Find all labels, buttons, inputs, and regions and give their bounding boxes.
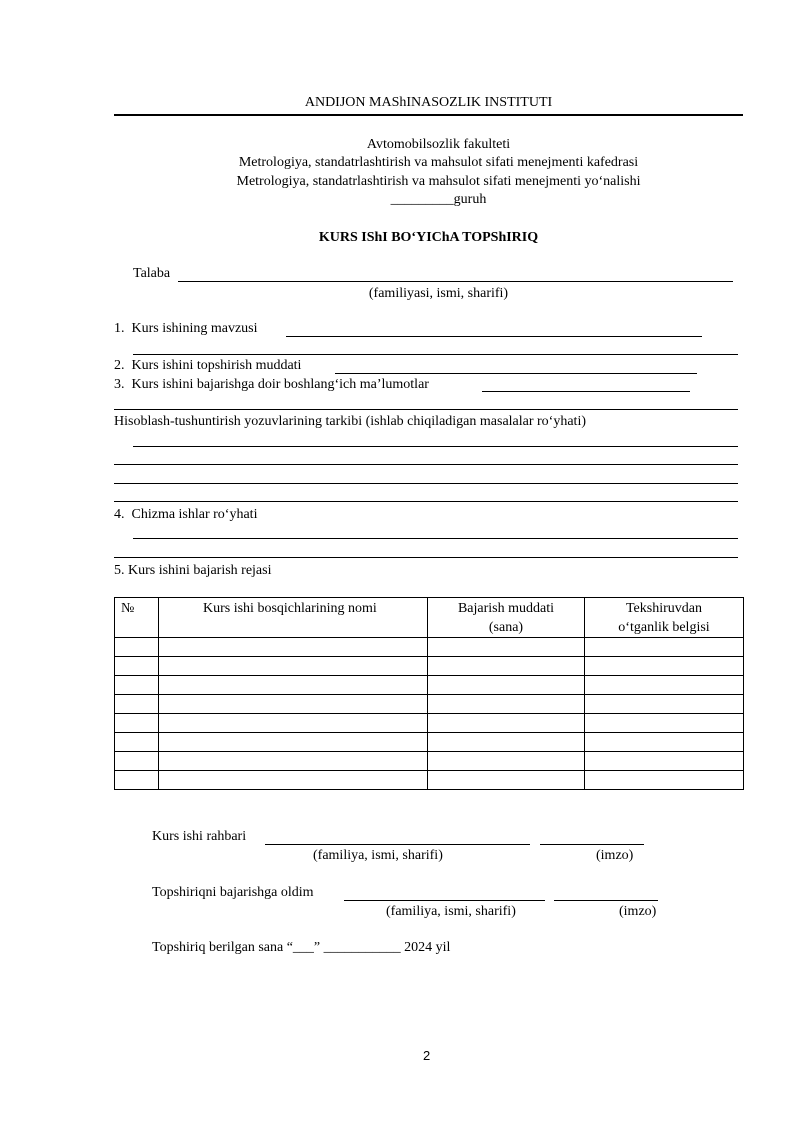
table-cell[interactable] [585,638,744,657]
table-cell[interactable] [159,733,428,752]
table-cell[interactable] [585,714,744,733]
table-cell[interactable] [159,676,428,695]
supervisor-label: Kurs ishi rahbari [152,829,247,844]
table-cell[interactable] [159,752,428,771]
table-cell[interactable] [159,771,428,790]
plan-label: 5. Kurs ishini bajarish rejasi [114,563,272,578]
explanatory-line-3[interactable] [114,483,738,484]
explanatory-line-1[interactable] [133,446,738,447]
drawings-label: 4. Chizma ishlar ro‘yhati [114,507,258,522]
table-cell[interactable] [585,733,744,752]
table-row [115,771,744,790]
explanatory-line-4[interactable] [114,501,738,502]
explanatory-line-2[interactable] [114,464,738,465]
col-check-header: Tekshiruvdan o‘tganlik belgisi [585,598,744,638]
topic-field-2[interactable] [133,354,738,355]
table-cell[interactable] [585,676,744,695]
table-cell[interactable] [115,714,159,733]
topic-label: 1. Kurs ishining mavzusi [114,321,258,336]
student-label: Talaba [133,266,171,281]
drawings-line-1[interactable] [133,538,738,539]
student-field[interactable] [178,281,733,282]
accepted-name-field[interactable] [344,900,545,901]
table-cell[interactable] [428,695,585,714]
table-cell[interactable] [585,657,744,676]
explanatory-label: Hisoblash-tushuntirish yozuvlarining tarkibi (ishlab chiqiladigan masalalar ro‘yhati) [114,414,587,429]
table-row [115,657,744,676]
drawings-line-2[interactable] [114,557,738,558]
table-cell[interactable] [115,676,159,695]
table-cell[interactable] [428,638,585,657]
table-cell[interactable] [159,657,428,676]
col-stage-name-header: Kurs ishi bosqichlarining nomi [159,598,428,638]
table-cell[interactable] [428,676,585,695]
table-cell[interactable] [159,714,428,733]
supervisor-name-field[interactable] [265,844,530,845]
supervisor-hint: (familiya, ismi, sharifi) [313,848,443,863]
student-hint: (familiyasi, ismi, sharifi) [368,286,509,301]
page-number: 2 [423,1048,431,1063]
table-cell[interactable] [585,695,744,714]
table-cell[interactable] [428,714,585,733]
table-row [115,676,744,695]
plan-table [114,597,744,790]
accepted-hint: (familiya, ismi, sharifi) [386,904,516,919]
topic-field[interactable] [286,336,702,337]
table-cell[interactable] [115,695,159,714]
table-row [115,695,744,714]
faculty-name: Avtomobilsozlik fakulteti [366,137,511,152]
group-line: _________guruh [390,192,487,207]
table-cell[interactable] [585,771,744,790]
table-row [115,733,744,752]
accepted-sign-field[interactable] [554,900,658,901]
table-cell[interactable] [159,638,428,657]
accepted-label: Topshiriqni bajarishga oldim [152,885,314,900]
supervisor-sign-field[interactable] [540,844,644,845]
institute-name: ANDIJON MAShINASOZLIK INSTITUTI [304,95,553,110]
table-cell[interactable] [428,771,585,790]
page-title: KURS IShI BO‘YIChA TOPShIRIQ [318,230,539,245]
deadline-label: 2. Kurs ishini topshirish muddati [114,358,302,373]
table-cell[interactable] [428,657,585,676]
table-cell[interactable] [115,733,159,752]
col-number-header: № [115,598,159,638]
deadline-field[interactable] [335,373,697,374]
table-cell[interactable] [115,771,159,790]
department-name: Metrologiya, standatrlashtirish va mahsulot sifati menejmenti kafedrasi [238,155,639,170]
table-cell[interactable] [159,695,428,714]
initial-data-field[interactable] [482,391,690,392]
issue-date-line: Topshiriq berilgan sana “___” ___________ 2024 yil [152,940,451,955]
col-deadline-header: Bajarish muddati (sana) [428,598,585,638]
table-cell[interactable] [115,657,159,676]
table-cell[interactable] [115,638,159,657]
initial-data-label: 3. Kurs ishini bajarishga doir boshlang‘ich ma’lumotlar [114,377,429,392]
direction-name: Metrologiya, standatrlashtirish va mahsulot sifati menejmenti yo‘nalishi [236,174,641,189]
table-row [115,714,744,733]
plan-table-header [115,598,744,638]
initial-data-field-2[interactable] [114,409,738,410]
table-row [115,752,744,771]
table-cell[interactable] [428,752,585,771]
table-cell[interactable] [428,733,585,752]
supervisor-sign-hint: (imzo) [596,848,634,863]
table-cell[interactable] [585,752,744,771]
accepted-sign-hint: (imzo) [619,904,657,919]
table-row [115,638,744,657]
table-cell[interactable] [115,752,159,771]
header-rule [114,114,743,116]
